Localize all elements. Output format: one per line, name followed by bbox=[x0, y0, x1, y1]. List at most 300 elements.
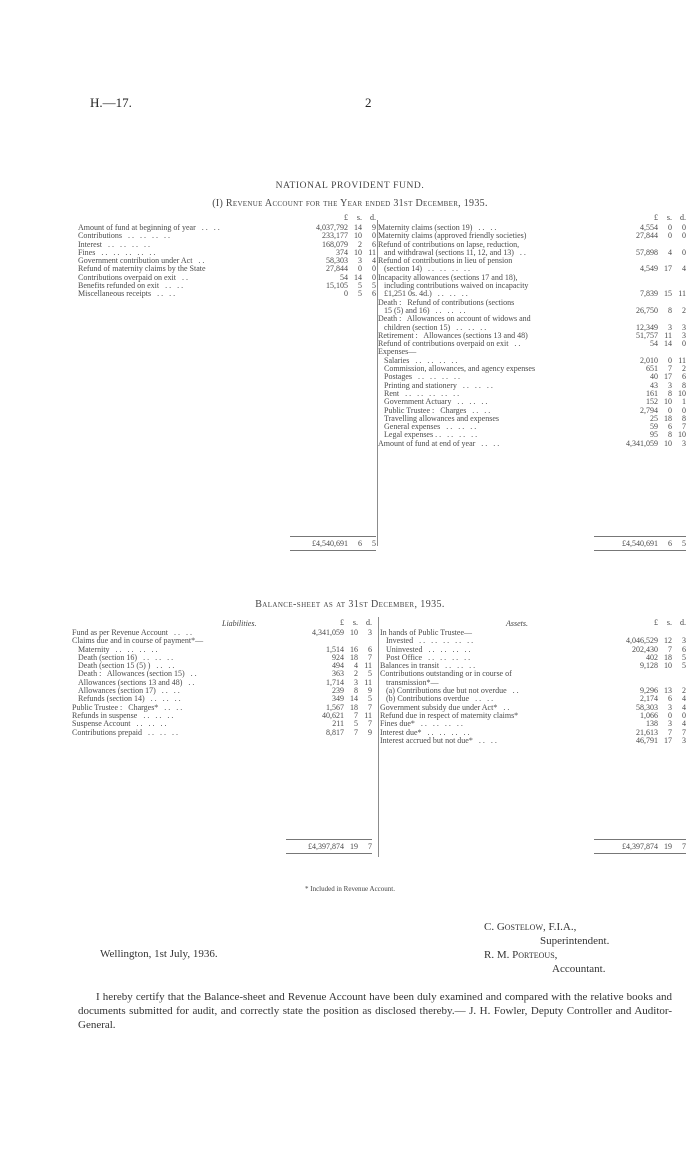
ledger-row bbox=[378, 290, 686, 298]
amount-pence: 3 bbox=[682, 735, 686, 745]
amount-shillings: 15 bbox=[664, 289, 672, 299]
liabilities-rows bbox=[72, 629, 372, 737]
amount-pence: 4 bbox=[372, 256, 376, 266]
amount-pounds: 494 bbox=[332, 661, 344, 671]
amount-shillings: 0 bbox=[668, 231, 672, 241]
row-label: Refund of maternity claims by the State bbox=[78, 265, 206, 274]
amount-pence: 9 bbox=[368, 686, 372, 696]
pounds-head: £ bbox=[654, 618, 658, 627]
amount-pence: 3 bbox=[682, 438, 686, 448]
liabilities-column bbox=[72, 617, 372, 737]
row-label: (a) Contributions due but not overdue . . bbox=[386, 687, 519, 696]
amount-pence: 0 bbox=[682, 405, 686, 415]
row-label: (b) Contributions overdue . . . . bbox=[386, 695, 494, 704]
ledger-row bbox=[378, 390, 686, 398]
row-label: 15 (5) and 16) . . . . . . bbox=[384, 306, 466, 315]
amount-shillings: 3 bbox=[668, 702, 672, 712]
row-label: Fines . . . . . . . . . . bbox=[78, 248, 156, 257]
amount-pounds: 161 bbox=[646, 388, 658, 398]
row-label: Allowances (sections 13 and 48) . . bbox=[78, 678, 195, 687]
amount-pence: 9 bbox=[368, 727, 372, 737]
amount-pounds: 349 bbox=[332, 694, 344, 704]
amount-pounds: 202,430 bbox=[632, 644, 658, 654]
pounds-head: £ bbox=[340, 618, 344, 627]
row-label: Death : Allowances on account of widows and bbox=[378, 315, 531, 324]
total-pence: 7 bbox=[682, 842, 686, 851]
row-label: Refunds in suspense . . . . . . bbox=[72, 711, 174, 720]
row-label: Commission, allowances, and agency expenses bbox=[384, 365, 536, 374]
ledger-row bbox=[78, 290, 376, 298]
place-date: Wellington, 1st July, 1936. bbox=[100, 948, 218, 960]
row-amount bbox=[594, 415, 686, 423]
amount-shillings: 10 bbox=[354, 231, 362, 241]
amount-shillings: 10 bbox=[350, 628, 358, 637]
amount-pence: 10 bbox=[678, 430, 686, 440]
row-amount bbox=[594, 357, 686, 365]
amount-shillings: 12 bbox=[664, 636, 672, 646]
row-label: Contributions outstanding or in course of bbox=[380, 670, 512, 679]
page-reference: H.—17. bbox=[90, 95, 132, 110]
amount-shillings: 0 bbox=[668, 355, 672, 365]
amount-pence: 7 bbox=[368, 719, 372, 729]
ledger-row bbox=[72, 629, 372, 637]
amount-pence: 5 bbox=[368, 694, 372, 704]
ledger-row bbox=[378, 357, 686, 365]
amount-shillings: 17 bbox=[664, 735, 672, 745]
revenue-expenditure-column bbox=[378, 212, 686, 448]
ledger-row bbox=[378, 332, 686, 340]
row-amount bbox=[594, 423, 686, 431]
row-amount bbox=[594, 340, 686, 348]
row-amount bbox=[286, 729, 372, 737]
amount-pence: 5 bbox=[368, 669, 372, 679]
row-label: Uninvested . . . . . . . . bbox=[386, 645, 471, 654]
amount-shillings: 4 bbox=[354, 661, 358, 671]
row-label: Claims due and in course of payment*— bbox=[72, 637, 204, 646]
liabilities-total bbox=[286, 839, 372, 854]
amount-pence: 6 bbox=[368, 644, 372, 654]
row-label: Government contribution under Act . . bbox=[78, 257, 205, 266]
row-label: In hands of Public Trustee— bbox=[380, 629, 472, 637]
row-label: Rent . . . . . . . . . . bbox=[384, 389, 460, 398]
ledger-row bbox=[72, 729, 372, 737]
amount-pounds: 54 bbox=[340, 272, 348, 282]
total-shillings: 19 bbox=[350, 842, 358, 851]
amount-shillings: 17 bbox=[664, 372, 672, 382]
amount-pounds: 12,349 bbox=[636, 322, 658, 332]
expenditure-total bbox=[594, 536, 686, 551]
amount-pounds: 58,303 bbox=[636, 702, 658, 712]
amount-pounds: 233,177 bbox=[322, 231, 348, 241]
amount-pounds: 1,066 bbox=[640, 710, 658, 720]
amount-pence: 5 bbox=[682, 661, 686, 671]
amount-shillings: 7 bbox=[668, 727, 672, 737]
amount-pounds: 239 bbox=[332, 686, 344, 696]
revenue-income-column bbox=[78, 212, 376, 299]
amount-pounds: 1,567 bbox=[326, 702, 344, 712]
ledger-row bbox=[380, 670, 686, 678]
income-total bbox=[290, 536, 376, 551]
signature-role-2: Accountant. bbox=[552, 963, 606, 975]
amount-pounds: 651 bbox=[646, 364, 658, 374]
amount-pence: 0 bbox=[682, 231, 686, 241]
ledger-row bbox=[378, 365, 686, 373]
row-label: Death (section 15 (5) ) . . . . bbox=[78, 662, 175, 671]
ledger-row bbox=[78, 265, 376, 273]
ledger-row bbox=[380, 662, 686, 670]
signature-name-2: R. M. Porteous, bbox=[484, 949, 558, 961]
amount-shillings: 0 bbox=[358, 264, 362, 274]
amount-pence: 8 bbox=[682, 413, 686, 423]
row-label: Maternity . . . . . . . . bbox=[78, 645, 158, 654]
column-divider bbox=[378, 617, 379, 857]
row-label: Death : Allowances (section 15) . . bbox=[78, 670, 197, 679]
row-label: children (section 15) . . . . . . bbox=[384, 323, 487, 332]
row-amount bbox=[594, 249, 686, 257]
ledger-row bbox=[380, 737, 686, 745]
amount-pence: 3 bbox=[368, 628, 372, 637]
amount-shillings: 5 bbox=[358, 281, 362, 291]
row-label: Fund as per Revenue Account . . . . bbox=[72, 629, 192, 637]
footnote: * Included in Revenue Account. bbox=[304, 885, 395, 893]
row-amount bbox=[594, 646, 686, 654]
amount-pounds: 95 bbox=[650, 430, 658, 440]
amount-shillings: 6 bbox=[668, 422, 672, 432]
amount-pounds: 26,750 bbox=[636, 305, 658, 315]
amount-pounds: 1,514 bbox=[326, 644, 344, 654]
amount-shillings: 5 bbox=[358, 289, 362, 299]
amount-pounds: 1,714 bbox=[326, 677, 344, 687]
amount-shillings: 8 bbox=[668, 388, 672, 398]
amount-pence: 6 bbox=[372, 289, 376, 299]
row-label: Death (section 16) . . . . . . bbox=[78, 653, 174, 662]
ledger-row bbox=[72, 662, 372, 670]
amount-shillings: 8 bbox=[354, 686, 358, 696]
amount-pounds: 152 bbox=[646, 397, 658, 407]
amount-pounds: 9,296 bbox=[640, 686, 658, 696]
total-pounds: £4,397,874 bbox=[622, 842, 658, 851]
total-shillings: 19 bbox=[664, 842, 672, 851]
amount-shillings: 10 bbox=[664, 438, 672, 448]
row-amount bbox=[594, 440, 686, 448]
amount-pence: 0 bbox=[682, 223, 686, 232]
amount-pence: 11 bbox=[364, 677, 372, 687]
ledger-row bbox=[72, 646, 372, 654]
row-label: Interest accrued but not due* . . . . bbox=[380, 736, 497, 745]
amount-pence: 6 bbox=[372, 239, 376, 249]
amount-pounds: 58,303 bbox=[326, 256, 348, 266]
row-label: Interest . . . . . . . . bbox=[78, 240, 150, 249]
row-label: Public Trustee : Charges* . . . . bbox=[72, 703, 183, 712]
amount-shillings: 2 bbox=[358, 239, 362, 249]
amount-pounds: 27,844 bbox=[326, 264, 348, 274]
amount-pounds: 8,817 bbox=[326, 727, 344, 737]
amount-pounds: 43 bbox=[650, 380, 658, 390]
amount-shillings: 7 bbox=[354, 727, 358, 737]
amount-pence: 0 bbox=[372, 264, 376, 274]
pence-head: d. bbox=[366, 618, 372, 627]
amount-shillings: 18 bbox=[350, 652, 358, 662]
row-label: Maternity claims (section 19) . . . . bbox=[378, 224, 497, 232]
ledger-row bbox=[72, 679, 372, 687]
signature-name-1: C. Gostelow, F.I.A., bbox=[484, 921, 577, 933]
row-label: Interest due* . . . . . . . . bbox=[380, 728, 470, 737]
amount-shillings: 10 bbox=[664, 397, 672, 407]
amount-pence: 2 bbox=[682, 305, 686, 315]
row-label: Miscellaneous receipts . . . . bbox=[78, 290, 176, 299]
row-label: Government subsidy due under Act* . . bbox=[380, 703, 510, 712]
ledger-row bbox=[72, 654, 372, 662]
shillings-head: s. bbox=[352, 618, 358, 627]
amount-shillings: 3 bbox=[668, 719, 672, 729]
assets-column-heads bbox=[380, 617, 686, 629]
amount-pounds: 59 bbox=[650, 422, 658, 432]
amount-pounds: 4,554 bbox=[640, 223, 658, 232]
amount-pounds: 168,079 bbox=[322, 239, 348, 249]
row-label: Refund due in respect of maternity claims* bbox=[380, 711, 519, 720]
amount-shillings: 7 bbox=[668, 364, 672, 374]
amount-pence: 9 bbox=[372, 223, 376, 232]
amount-pence: 0 bbox=[372, 272, 376, 282]
amount-pence: 4 bbox=[682, 702, 686, 712]
row-amount bbox=[594, 290, 686, 298]
amount-pence: 10 bbox=[678, 388, 686, 398]
signature-role-1: Superintendent. bbox=[540, 935, 610, 947]
row-label: (section 14) . . . . . . . . bbox=[384, 265, 470, 274]
ledger-row bbox=[378, 373, 686, 381]
amount-pence: 4 bbox=[682, 694, 686, 704]
amount-shillings: 18 bbox=[350, 702, 358, 712]
amount-pence: 7 bbox=[682, 727, 686, 737]
ledger-row bbox=[72, 687, 372, 695]
amount-pounds: 4,341,059 bbox=[312, 628, 344, 637]
balance-sheet-table bbox=[72, 613, 686, 863]
row-amount bbox=[594, 365, 686, 373]
total-pence: 7 bbox=[368, 842, 372, 851]
fund-title: NATIONAL PROVIDENT FUND. bbox=[275, 181, 425, 191]
amount-pence: 3 bbox=[682, 322, 686, 332]
row-amount bbox=[286, 687, 372, 695]
row-label: Contributions . . . . . . . . bbox=[78, 232, 171, 241]
amount-pounds: 0 bbox=[344, 289, 348, 299]
row-amount bbox=[594, 232, 686, 240]
row-label: and withdrawal (sections 11, 12, and 13) . . bbox=[384, 248, 526, 257]
amount-shillings: 14 bbox=[664, 339, 672, 349]
amount-shillings: 11 bbox=[664, 330, 672, 340]
amount-shillings: 0 bbox=[668, 405, 672, 415]
amount-pounds: 9,128 bbox=[640, 661, 658, 671]
row-amount bbox=[290, 290, 376, 298]
amount-pence: 6 bbox=[682, 372, 686, 382]
amount-pence: 11 bbox=[364, 661, 372, 671]
amount-shillings: 10 bbox=[664, 661, 672, 671]
row-amount bbox=[290, 282, 376, 290]
row-amount bbox=[286, 654, 372, 662]
revenue-account-table bbox=[78, 212, 686, 557]
row-amount bbox=[594, 662, 686, 670]
row-label: Retirement : Allowances (sections 13 and 48) bbox=[378, 331, 528, 340]
pounds-head: £ bbox=[654, 213, 658, 222]
total-pence: 5 bbox=[682, 539, 686, 548]
amount-pounds: 363 bbox=[332, 669, 344, 679]
ledger-row bbox=[78, 282, 376, 290]
total-pence: 5 bbox=[372, 539, 376, 548]
row-label: Government Actuary . . . . . . bbox=[384, 398, 488, 407]
row-amount bbox=[594, 712, 686, 720]
row-amount bbox=[594, 382, 686, 390]
amount-shillings: 2 bbox=[354, 669, 358, 679]
ledger-row bbox=[378, 274, 686, 282]
amount-shillings: 3 bbox=[358, 256, 362, 266]
shillings-head: s. bbox=[666, 213, 672, 222]
row-label: transmission*— bbox=[386, 678, 439, 687]
row-label: Refund of contributions in lieu of pension bbox=[378, 257, 513, 266]
row-label: Printing and stationery . . . . . . bbox=[384, 381, 493, 390]
row-amount bbox=[594, 407, 686, 415]
amount-pounds: 2,794 bbox=[640, 405, 658, 415]
row-label: Death : Refund of contributions (sections bbox=[378, 298, 515, 307]
amount-pence: 7 bbox=[368, 652, 372, 662]
pounds-head: £ bbox=[344, 213, 348, 222]
amount-pence: 5 bbox=[682, 652, 686, 662]
row-label: Legal expenses . . . . . . . . bbox=[384, 431, 478, 440]
total-pounds: £4,540,691 bbox=[622, 539, 658, 548]
row-label: General expenses . . . . . . bbox=[384, 423, 477, 432]
amount-pounds: 4,046,529 bbox=[626, 636, 658, 646]
ledger-row bbox=[380, 646, 686, 654]
shillings-head: s. bbox=[356, 213, 362, 222]
amount-shillings: 16 bbox=[350, 644, 358, 654]
row-amount bbox=[594, 737, 686, 745]
row-label: Invested . . . . . . . . . . bbox=[386, 637, 474, 646]
amount-pounds: 4,341,059 bbox=[626, 438, 658, 448]
amount-pence: 4 bbox=[682, 264, 686, 274]
ledger-row bbox=[378, 423, 686, 431]
amount-pence: 1 bbox=[682, 397, 686, 407]
amount-pounds: 7,839 bbox=[640, 289, 658, 299]
amount-pounds: 4,037,792 bbox=[316, 223, 348, 232]
amount-shillings: 10 bbox=[354, 247, 362, 257]
row-label: Allowances (section 17) . . . . bbox=[78, 687, 180, 696]
amount-pounds: 21,613 bbox=[636, 727, 658, 737]
amount-pence: 3 bbox=[682, 330, 686, 340]
row-label: Balances in transit . . . . . . bbox=[380, 662, 476, 671]
amount-pence: 5 bbox=[372, 281, 376, 291]
amount-shillings: 14 bbox=[350, 694, 358, 704]
amount-shillings: 3 bbox=[668, 322, 672, 332]
amount-pounds: 46,791 bbox=[636, 735, 658, 745]
amount-shillings: 3 bbox=[354, 677, 358, 687]
amount-pounds: 27,844 bbox=[636, 231, 658, 241]
amount-shillings: 14 bbox=[354, 223, 362, 232]
amount-pence: 0 bbox=[682, 247, 686, 257]
ledger-row bbox=[78, 241, 376, 249]
amount-pence: 11 bbox=[368, 247, 376, 257]
amount-pounds: 25 bbox=[650, 413, 658, 423]
amount-pence: 11 bbox=[678, 355, 686, 365]
amount-pounds: 40,621 bbox=[322, 710, 344, 720]
ledger-row bbox=[378, 382, 686, 390]
ledger-row bbox=[378, 232, 686, 240]
amount-pence: 7 bbox=[368, 702, 372, 712]
ledger-row bbox=[380, 712, 686, 720]
shillings-head: s. bbox=[666, 618, 672, 627]
assets-rows bbox=[380, 629, 686, 745]
row-amount bbox=[286, 646, 372, 654]
row-amount bbox=[594, 265, 686, 273]
ledger-row bbox=[72, 712, 372, 720]
assets-heading: Assets. bbox=[506, 619, 528, 628]
row-label: Suspense Account . . . . . . bbox=[72, 720, 167, 729]
pence-head: d. bbox=[680, 213, 686, 222]
amount-pence: 0 bbox=[682, 339, 686, 349]
amount-pence: 6 bbox=[682, 644, 686, 654]
amount-pounds: 2,174 bbox=[640, 694, 658, 704]
row-label: Refund of contributions on lapse, reduction, bbox=[378, 240, 520, 249]
row-amount bbox=[286, 629, 372, 637]
amount-shillings: 17 bbox=[664, 264, 672, 274]
amount-shillings: 6 bbox=[668, 694, 672, 704]
revenue-account-title: (I) Revenue Account for the Year ended 31st December, 1935. bbox=[212, 198, 488, 209]
row-label: Refund of contributions overpaid on exit . . bbox=[378, 340, 521, 349]
amount-pence: 2 bbox=[682, 686, 686, 696]
amount-pounds: 374 bbox=[336, 247, 348, 257]
amount-shillings: 13 bbox=[664, 686, 672, 696]
row-amount bbox=[290, 265, 376, 273]
amount-shillings: 7 bbox=[668, 644, 672, 654]
audit-certificate: I hereby certify that the Balance-sheet and Revenue Account have been duly examined and compared with the relative books and documents submitted for audit, and correctly state the position as disclosed thereby.— J. H. Fowler, Deputy Controller and Auditor-General. bbox=[78, 991, 672, 1031]
amount-pounds: 924 bbox=[332, 652, 344, 662]
amount-shillings: 18 bbox=[664, 652, 672, 662]
amount-shillings: 5 bbox=[354, 719, 358, 729]
amount-shillings: 4 bbox=[668, 247, 672, 257]
liabilities-heading: Liabilities. bbox=[222, 619, 257, 628]
ledger-row bbox=[378, 415, 686, 423]
amount-pounds: 138 bbox=[646, 719, 658, 729]
row-label: Contributions prepaid . . . . . . bbox=[72, 728, 178, 737]
row-label: including contributions waived on incapacity bbox=[384, 282, 529, 291]
amount-pounds: 4,549 bbox=[640, 264, 658, 274]
amount-pence: 4 bbox=[682, 719, 686, 729]
ledger-row bbox=[378, 340, 686, 348]
ledger-row bbox=[378, 249, 686, 257]
amount-pounds: 51,757 bbox=[636, 330, 658, 340]
assets-total bbox=[594, 839, 686, 854]
ledger-row bbox=[378, 265, 686, 273]
amount-pence: 2 bbox=[682, 364, 686, 374]
ledger-row bbox=[378, 440, 686, 448]
pence-head: d. bbox=[370, 213, 376, 222]
page-number: 2 bbox=[365, 95, 372, 110]
amount-pounds: 2,010 bbox=[640, 355, 658, 365]
amount-pence: 3 bbox=[682, 636, 686, 646]
row-label: Post Office . . . . . . . . bbox=[386, 653, 471, 662]
amount-shillings: 14 bbox=[354, 272, 362, 282]
row-amount bbox=[290, 241, 376, 249]
amount-shillings: 18 bbox=[664, 413, 672, 423]
row-label: Benefits refunded on exit . . . . bbox=[78, 282, 184, 291]
total-pounds: £4,540,691 bbox=[312, 539, 348, 548]
ledger-row bbox=[378, 307, 686, 315]
row-amount bbox=[594, 390, 686, 398]
amount-shillings: 7 bbox=[354, 710, 358, 720]
row-label: Travelling allowances and expenses bbox=[384, 414, 500, 423]
income-rows bbox=[78, 224, 376, 299]
amount-shillings: 8 bbox=[668, 430, 672, 440]
amount-pence: 7 bbox=[682, 422, 686, 432]
amount-pence: 11 bbox=[678, 289, 686, 299]
amount-shillings: 3 bbox=[668, 380, 672, 390]
